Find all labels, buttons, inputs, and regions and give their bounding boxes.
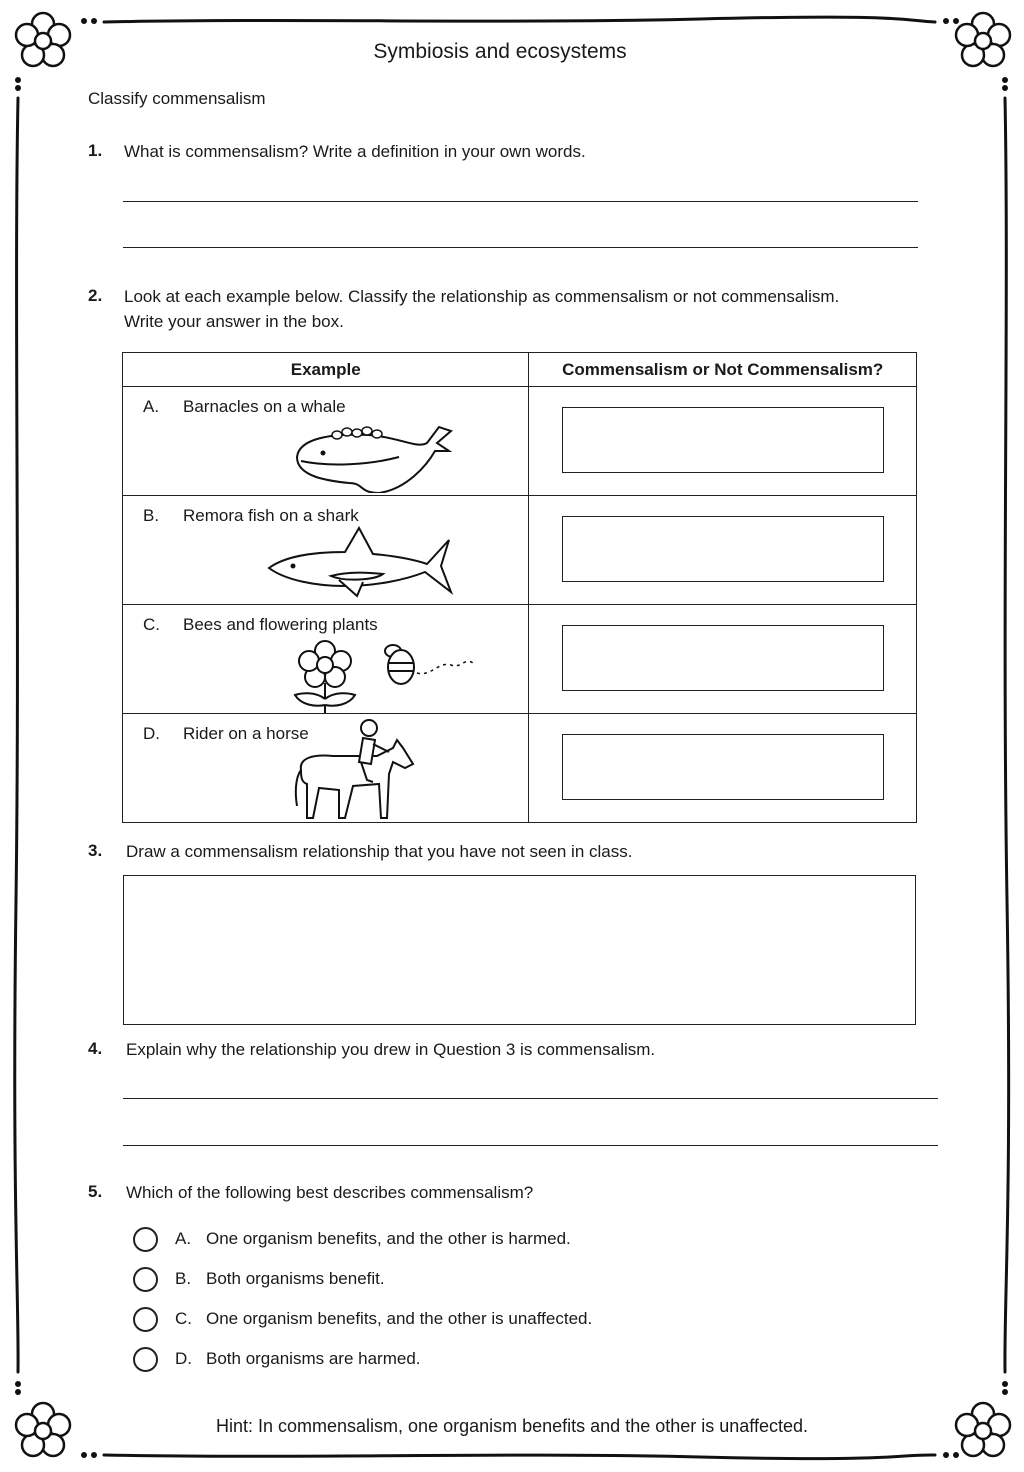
bee-icon: [379, 643, 475, 691]
option-text: One organism benefits, and the other is harmed.: [206, 1229, 571, 1248]
whale-with-barnacles-icon: [289, 421, 455, 493]
q4-answer-line-2[interactable]: [123, 1145, 938, 1146]
question-2-number: 2.: [88, 286, 103, 305]
radio-button-c[interactable]: [133, 1307, 158, 1332]
option-text: Both organisms are harmed.: [206, 1349, 421, 1368]
example-letter: B.: [143, 506, 160, 525]
question-3-text: Draw a commensalism relationship that you have not seen in class.: [126, 842, 633, 861]
radio-button-b[interactable]: [133, 1267, 158, 1292]
answer-cell-b: [529, 496, 917, 605]
option-letter: A.: [175, 1229, 192, 1248]
hint-text: Hint: In commensalism, one organism benefits and the other is unaffected.: [216, 1416, 808, 1436]
example-label: Barnacles on a whale: [183, 397, 346, 416]
flower-icon: [291, 639, 359, 715]
answer-box-c[interactable]: [562, 625, 884, 691]
option-a[interactable]: [133, 1226, 571, 1252]
question-2-text-line-1: Look at each example below. Classify the relationship as commensalism or not commensalism.: [124, 287, 840, 306]
question-4-text: Explain why the relationship you drew in Question 3 is commensalism.: [126, 1040, 656, 1059]
answer-box-a[interactable]: [562, 407, 884, 473]
question-5-text: Which of the following best describes commensalism?: [126, 1183, 534, 1202]
option-text: One organism benefits, and the other is unaffected.: [206, 1309, 593, 1328]
question-3-number: 3.: [88, 841, 103, 860]
rider-on-horse-icon: [293, 718, 417, 822]
shark-with-remora-icon: [265, 526, 455, 600]
question-2-text-line-2: Write your answer in the box.: [124, 312, 344, 331]
option-letter: C.: [175, 1309, 192, 1328]
option-letter: B.: [175, 1269, 192, 1288]
answer-cell-d: [529, 714, 917, 823]
question-1-number: 1.: [88, 141, 103, 160]
example-letter: D.: [143, 724, 160, 743]
drawing-box[interactable]: [123, 875, 916, 1025]
example-label: Bees and flowering plants: [183, 615, 378, 634]
column-header-answer: Commensalism or Not Commensalism?: [529, 353, 917, 387]
example-cell-a: [123, 387, 529, 496]
answer-cell-c: [529, 605, 917, 714]
classification-table: [122, 352, 917, 823]
example-letter: C.: [143, 615, 160, 634]
table-header-row: [123, 353, 917, 387]
option-c[interactable]: [133, 1306, 592, 1332]
page-title: Symbiosis and ecosystems: [373, 40, 627, 63]
example-cell-b: [123, 496, 529, 605]
worksheet-subtitle: Classify commensalism: [88, 89, 266, 108]
example-letter: A.: [143, 397, 160, 416]
example-cell-d: [123, 714, 529, 823]
example-label: Rider on a horse: [183, 724, 309, 743]
answer-box-d[interactable]: [562, 734, 884, 800]
table-row: [123, 605, 917, 714]
option-d[interactable]: [133, 1346, 421, 1372]
q1-answer-line-1[interactable]: [123, 201, 918, 202]
question-5-number: 5.: [88, 1182, 103, 1201]
answer-box-b[interactable]: [562, 516, 884, 582]
option-text: Both organisms benefit.: [206, 1269, 385, 1288]
radio-button-d[interactable]: [133, 1347, 158, 1372]
example-cell-c: [123, 605, 529, 714]
q4-answer-line-1[interactable]: [123, 1098, 938, 1099]
answer-cell-a: [529, 387, 917, 496]
table-row: [123, 387, 917, 496]
option-letter: D.: [175, 1349, 192, 1368]
radio-button-a[interactable]: [133, 1227, 158, 1252]
q1-answer-line-2[interactable]: [123, 247, 918, 248]
option-b[interactable]: [133, 1266, 385, 1292]
example-label: Remora fish on a shark: [183, 506, 359, 525]
question-4-number: 4.: [88, 1039, 103, 1058]
table-row: [123, 714, 917, 823]
table-row: [123, 496, 917, 605]
column-header-example: Example: [123, 353, 529, 387]
question-1-text: What is commensalism? Write a definition in your own words.: [124, 142, 586, 161]
